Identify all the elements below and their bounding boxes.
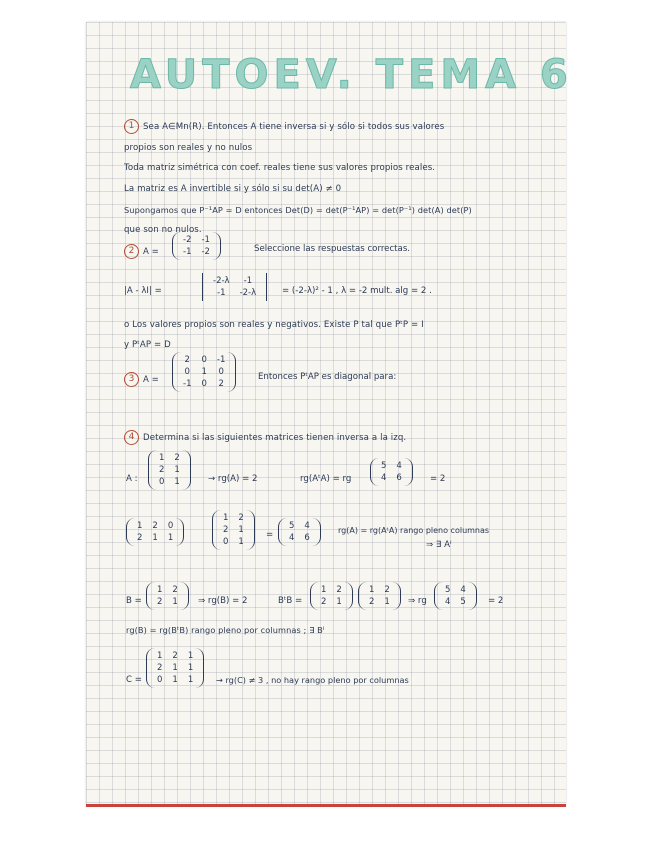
- matrix-cell: 1: [172, 597, 178, 607]
- matrix-row: [284, 532, 315, 544]
- matrix-cell: 2: [157, 663, 163, 673]
- matrix-cell: 1: [174, 465, 180, 475]
- matrix-cell: 5: [460, 597, 466, 607]
- q4-matrix-b: [146, 582, 189, 610]
- matrix-row: [154, 452, 185, 464]
- matrix-cell: 1: [159, 453, 165, 463]
- matrix-row: [178, 246, 215, 258]
- matrix-cell: 1: [167, 533, 174, 543]
- matrix-row: [316, 596, 347, 608]
- q2-instruction: Seleccione las respuestas correctas.: [254, 244, 411, 254]
- q1-line-4: La matriz es A invertible si y sólo si su det(A) ≠ 0: [124, 184, 342, 194]
- matrix-row: [376, 472, 407, 484]
- matrix-cell: 1: [201, 367, 207, 377]
- page-title: AUTOEV. TEMA 6: [130, 52, 573, 98]
- matrix-cell: 1: [223, 513, 229, 523]
- matrix-row: [376, 460, 407, 472]
- matrix-row: [132, 532, 178, 544]
- matrix-cell: 1: [321, 585, 327, 595]
- matrix-row: [152, 596, 183, 608]
- q4-bt-matrix: [310, 582, 353, 610]
- matrix-cell: 4: [396, 461, 402, 471]
- matrix-row: [152, 662, 198, 674]
- q4-ata-rank-label: rg(AᵗA) = rg: [300, 474, 352, 484]
- matrix-row: [218, 524, 249, 536]
- q1-line-3: Toda matriz simétrica con coef. reales tiene sus valores propios reales.: [124, 163, 436, 173]
- matrix-cell: 2: [157, 597, 163, 607]
- matrix-cell: 5: [289, 521, 295, 531]
- matrix-row: [154, 476, 185, 488]
- matrix-cell: 4: [304, 521, 310, 531]
- question-number-4: 4: [124, 430, 139, 445]
- q4-matrix-c: [146, 648, 204, 688]
- matrix-row: [218, 536, 249, 548]
- matrix-cell: 2: [223, 525, 229, 535]
- matrix-cell: 1: [384, 597, 390, 607]
- matrix-row: [154, 464, 185, 476]
- question-number-2: 2: [124, 244, 139, 259]
- matrix-cell: -1: [217, 288, 226, 298]
- q4-btb-result: [434, 582, 477, 610]
- matrix-cell: 0: [223, 537, 229, 547]
- matrix-row: [284, 520, 315, 532]
- matrix-cell: 0: [184, 367, 190, 377]
- matrix-cell: 2: [369, 597, 375, 607]
- q4-a-inverse: ⇒ ∃ Aᴵ: [426, 540, 452, 550]
- matrix-cell: 1: [137, 521, 143, 531]
- matrix-cell: 1: [172, 663, 178, 673]
- matrix-row: [440, 584, 471, 596]
- q4-a-rank: → rg(A) = 2: [208, 474, 258, 484]
- matrix-cell: 0: [159, 477, 165, 487]
- q4-a-conclusion: rg(A) = rg(AᵗA) rango pleno columnas: [338, 526, 490, 535]
- q4-c-label: C =: [126, 675, 142, 685]
- q2-char-poly-result: = (-2-λ)² - 1 , λ = -2 mult. alg = 2 .: [282, 286, 432, 296]
- matrix-cell: 1: [174, 477, 180, 487]
- matrix-row: [364, 584, 395, 596]
- matrix-cell: -2-λ: [213, 276, 230, 286]
- matrix-row: [316, 584, 347, 596]
- q3-matrix-a: [172, 352, 236, 392]
- matrix-cell: -1: [243, 276, 253, 286]
- matrix-cell: 1: [172, 675, 178, 685]
- q4-equals-sign: =: [266, 530, 274, 540]
- matrix-row: [208, 275, 261, 287]
- matrix-cell: -1: [216, 355, 226, 365]
- matrix-cell: 1: [336, 597, 342, 607]
- q2-line-1: o Los valores propios son reales y negativos. Existe P tal que PᵗP = I: [124, 320, 424, 330]
- q4-title: 4 Determina si las siguientes matrices tienen inversa a la izq.: [124, 430, 406, 445]
- q4-matrix-a: [148, 450, 191, 490]
- matrix-cell: -1: [183, 379, 192, 389]
- matrix-cell: 4: [460, 585, 466, 595]
- matrix-cell: 1: [369, 585, 375, 595]
- matrix-cell: 2: [159, 465, 165, 475]
- matrix-cell: 2: [137, 533, 143, 543]
- matrix-row: [440, 596, 471, 608]
- matrix-cell: 1: [238, 525, 244, 535]
- matrix-cell: 2: [321, 597, 327, 607]
- question-number-3: 3: [124, 372, 139, 387]
- q4-btb-label: BᵗB =: [278, 596, 303, 606]
- matrix-cell: 0: [201, 379, 207, 389]
- page-bottom-margin-line: [86, 804, 566, 807]
- q1-line-5: Supongamos que P⁻¹AP = D entonces Det(D) = det(P⁻¹AP) = det(P⁻¹) det(A) det(P): [124, 205, 472, 215]
- matrix-cell: 1: [157, 585, 163, 595]
- matrix-cell: 2: [172, 585, 178, 595]
- matrix-cell: 5: [381, 461, 387, 471]
- q2-determinant: [202, 273, 267, 301]
- matrix-row: [178, 354, 230, 366]
- matrix-row: [364, 596, 395, 608]
- q4-at-matrix: [126, 518, 184, 546]
- matrix-cell: -1: [201, 235, 210, 245]
- matrix-cell: 2: [174, 453, 180, 463]
- matrix-cell: 1: [238, 537, 244, 547]
- q1-line-6: que son no nulos.: [124, 225, 202, 235]
- matrix-cell: 4: [381, 473, 387, 483]
- matrix-cell: 0: [201, 355, 207, 365]
- matrix-cell: 0: [167, 521, 174, 531]
- matrix-cell: 1: [187, 651, 194, 661]
- matrix-cell: 5: [445, 585, 451, 595]
- q4-b-label: B =: [126, 596, 142, 606]
- matrix-row: [208, 287, 261, 299]
- q2-header: 2 A =: [124, 244, 159, 259]
- q4-b-arrow: ⇒ rg: [408, 596, 427, 606]
- question-number-1: 1: [124, 119, 139, 134]
- q3-statement: Entonces PᵗAP es diagonal para:: [258, 372, 397, 382]
- matrix-cell: 4: [289, 533, 295, 543]
- matrix-row: [152, 584, 183, 596]
- matrix-row: [178, 234, 215, 246]
- notebook-page: [86, 22, 573, 806]
- q3-header: 3 A =: [124, 372, 159, 387]
- matrix-cell: 2: [152, 521, 158, 531]
- matrix-cell: -1: [183, 247, 192, 257]
- matrix-cell: 1: [152, 533, 158, 543]
- matrix-cell: 0: [218, 367, 224, 377]
- q4-b-matrix-copy: [358, 582, 401, 610]
- matrix-row: [152, 650, 198, 662]
- matrix-cell: 2: [238, 513, 244, 523]
- q1-line-2: propios son reales y no nulos: [124, 143, 253, 153]
- matrix-cell: 0: [157, 675, 163, 685]
- matrix-row: [218, 512, 249, 524]
- matrix-row: [178, 366, 230, 378]
- matrix-cell: 2: [384, 585, 390, 595]
- q4-c-rank: → rg(C) ≠ 3 , no hay rango pleno por columnas: [216, 675, 409, 685]
- matrix-row: [178, 378, 230, 390]
- q2-line-2: y PᵗAP = D: [124, 340, 171, 350]
- matrix-cell: -2: [183, 235, 192, 245]
- matrix-cell: 6: [396, 473, 402, 483]
- q4-a-label: A :: [126, 474, 138, 484]
- matrix-cell: 1: [187, 663, 194, 673]
- q2-matrix-a: [172, 232, 221, 260]
- q4-a-matrix-copy: [212, 510, 255, 550]
- matrix-row: [152, 674, 198, 686]
- matrix-cell: 1: [157, 651, 163, 661]
- q2-char-poly-label: |A - λI| =: [124, 286, 162, 296]
- q4-ata-rank-value: = 2: [430, 474, 446, 484]
- q4-ata-matrix: [370, 458, 413, 486]
- q1-line-1: 1 Sea A∈Mn(R). Entonces A tiene inversa si y sólo si todos sus valores: [124, 119, 444, 134]
- matrix-cell: 4: [445, 597, 451, 607]
- matrix-cell: 6: [304, 533, 310, 543]
- matrix-cell: 2: [336, 585, 342, 595]
- matrix-row: [132, 520, 178, 532]
- q4-ata-result: [278, 518, 321, 546]
- matrix-cell: 2: [172, 651, 178, 661]
- q4-btb-rank-value: = 2: [488, 596, 504, 606]
- matrix-cell: 1: [187, 675, 194, 685]
- matrix-cell: -2-λ: [239, 288, 257, 298]
- matrix-cell: -2: [201, 247, 210, 257]
- matrix-cell: 2: [184, 355, 190, 365]
- matrix-cell: 2: [218, 379, 224, 389]
- q4-b-rank: ⇒ rg(B) = 2: [198, 596, 248, 606]
- q4-b-conclusion: rg(B) = rg(BᵗB) rango pleno por columnas ; ∃ Bᴵ: [126, 625, 325, 635]
